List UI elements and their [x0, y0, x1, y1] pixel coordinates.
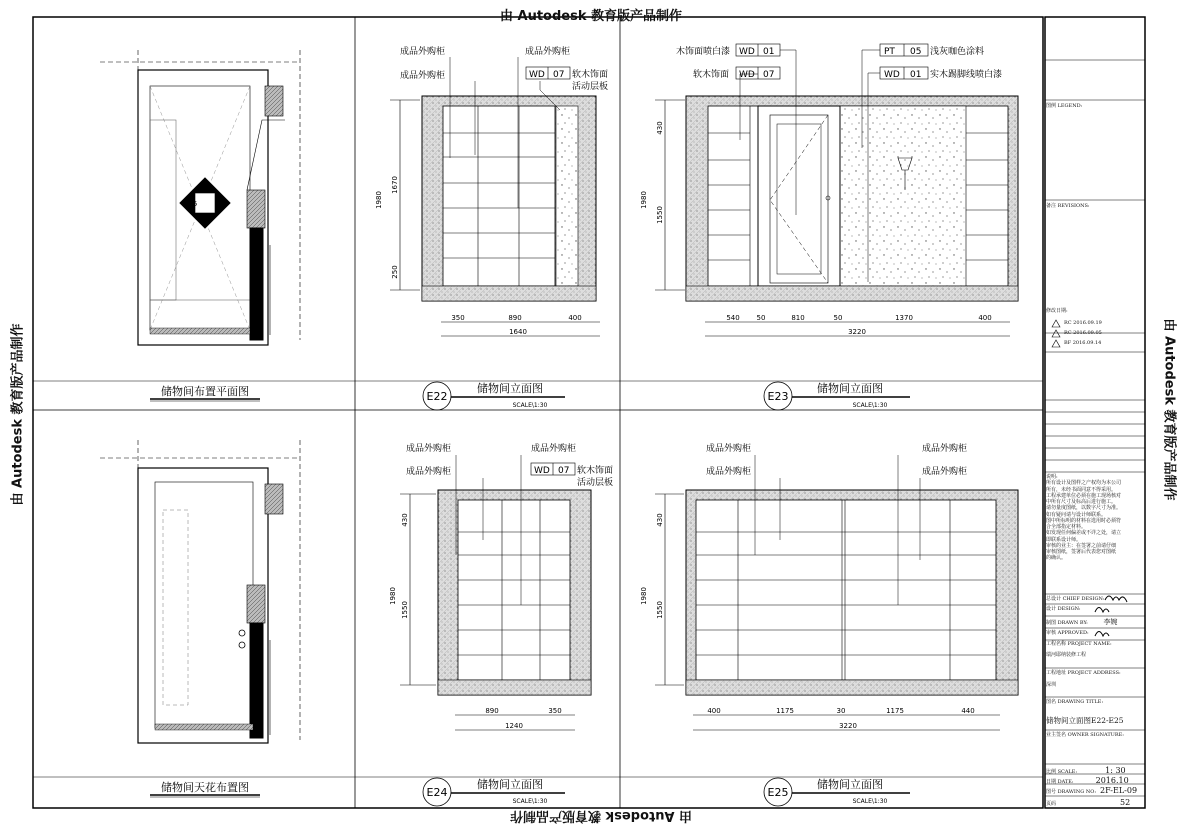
e22-note-softwood: 软木饰面: [572, 70, 609, 80]
tb-note-line-8: 合全部指定材料。: [1046, 524, 1087, 530]
e22-h-total: 1980: [375, 191, 383, 209]
e22-notes: [400, 45, 608, 92]
e22-w-total: 1640: [509, 328, 527, 336]
e22-elevation: [390, 96, 600, 336]
tb-scale-label: 比例 SCALE:: [1046, 769, 1078, 775]
e23-w6: 400: [978, 314, 992, 322]
tb-approved-label: 审核 APPROVED:: [1046, 630, 1089, 636]
e22-note-cabinet-3: 成品外购柜: [400, 71, 446, 81]
e23-wd01-code: WD: [739, 47, 755, 57]
e23-h-total: 1980: [640, 191, 648, 209]
e23-wd01b-num: 01: [910, 70, 922, 80]
e24-note-cabinet-2: 成品外购柜: [531, 444, 577, 454]
e25-note-cabinet-2: 成品外购柜: [922, 444, 968, 454]
tb-note-line-4: 中所有尺寸及标高后进行施工。: [1046, 499, 1117, 505]
e22-note-cabinet-2: 成品外购柜: [525, 47, 571, 57]
e22-h2: 250: [391, 265, 399, 279]
tb-design: [1046, 606, 1144, 612]
e25-note-cabinet-1: 成品外购柜: [706, 444, 752, 454]
tb-page-value: 52: [1120, 798, 1131, 807]
tb-drawing-no-label: 图号 DRAWING NO:: [1046, 789, 1097, 795]
tag-e25: E25: [184, 200, 198, 208]
e24-wd-code: WD: [534, 466, 550, 476]
e23-wd01b-code: WD: [884, 70, 900, 80]
e23-note-graycoffee: 浅灰咖色涂料: [930, 47, 985, 57]
tag-e22: E22: [199, 184, 213, 192]
tb-note-line-11: 审核的业主：在签署之前请仔细: [1046, 542, 1117, 549]
panel6-code: E25: [767, 786, 789, 799]
tb-rev-1: [1064, 320, 1162, 326]
tb-note-line-9: 如发现任何偏差或不详之处，请立: [1046, 530, 1122, 537]
tb-note-line-12: 审核图纸，签署后代表您对图纸: [1046, 549, 1117, 555]
panel1-title: 储物间布置平面图: [161, 385, 249, 398]
watermark-right: 由 Autodesk 教育版产品制作: [1161, 318, 1177, 501]
e25-w1: 400: [707, 707, 721, 715]
e25-note-cabinet-3: 成品外购柜: [706, 467, 752, 477]
tb-scale: [1046, 766, 1144, 776]
tb-owner-sig-label: 业主签名 OWNER SIGNATURE:: [1046, 732, 1124, 738]
panel6-scale: SCALE\1:30: [852, 798, 888, 805]
tb-rev-2: [1064, 330, 1162, 336]
e25-w4: 1175: [886, 707, 904, 715]
panel2-title: 储物间立面图: [477, 382, 543, 395]
e23-w4: 50: [833, 314, 843, 322]
e24-h1: 430: [401, 513, 409, 527]
e25-h-total: 1980: [640, 587, 648, 605]
e24-note-softwood: 软木饰面: [577, 466, 614, 476]
tb-drawn: [1046, 618, 1144, 627]
tb-chief-design: [1046, 596, 1144, 602]
e23-wd07-num: 07: [763, 70, 775, 80]
tb-remarks-label: 备注 REVISIONS:: [1046, 203, 1090, 209]
title-block-frame: [1045, 17, 1145, 808]
e24-note-shelf: 活动层板: [577, 478, 614, 488]
tb-notes: [1046, 474, 1144, 562]
tb-rev-3-text: BF 2016.09.14: [1064, 340, 1102, 346]
tb-project-addr: 深圳: [1046, 682, 1057, 688]
e22-note-shelf: 活动层板: [572, 82, 609, 92]
tb-drawing-no: [1046, 786, 1144, 796]
tb-date-value: 2016.10: [1095, 776, 1129, 785]
e25-w5: 440: [961, 707, 975, 715]
watermark-bottom: 由 Autodesk 教育版产品制作: [510, 808, 693, 823]
tb-revision-date: [1046, 308, 1144, 314]
tb-legend-label: 图例 LEGEND:: [1046, 103, 1083, 109]
panel5-scale: SCALE\1:30: [512, 798, 548, 805]
tb-project-name: 瑞河耶纳装修工程: [1046, 652, 1087, 658]
panel5-code: E24: [426, 786, 448, 799]
e25-h1: 430: [656, 513, 664, 527]
tb-drawing-no-value: 2F-EL-09: [1100, 786, 1138, 795]
e23-h2: 1550: [656, 206, 664, 224]
ceiling-plan-drawing: [100, 440, 300, 743]
tb-project-addr-lbl: [1046, 670, 1144, 676]
tb-date: [1046, 776, 1144, 786]
e24-notes: [406, 442, 613, 488]
e24-note-cabinet-1: 成品外购柜: [406, 444, 452, 454]
e24-w-total: 1240: [505, 722, 523, 730]
e24-h2: 1550: [401, 601, 409, 619]
panel5-title: 储物间立面图: [477, 778, 543, 791]
e24-elevation: [400, 490, 591, 730]
e25-w3: 30: [836, 707, 846, 715]
tb-drawing-title: 储物间立面图E22-E25: [1046, 716, 1124, 725]
e23-w3: 810: [791, 314, 805, 322]
tb-note-line-13: 的确认。: [1046, 555, 1067, 562]
e22-h1: 1670: [391, 176, 399, 194]
e23-h1: 430: [656, 121, 664, 135]
e22-wd-num: 07: [553, 70, 565, 80]
e24-wd-num: 07: [558, 466, 570, 476]
e23-note-woodwhite: 木饰面喷白漆: [676, 47, 731, 57]
tb-drawing-title-lbl: [1046, 699, 1144, 705]
e25-note-cabinet-4: 成品外购柜: [922, 467, 968, 477]
e22-wd-code: WD: [529, 70, 545, 80]
tag-e24: E24: [199, 214, 213, 222]
tb-rev-2-text: RC 2016.09.05: [1064, 330, 1102, 336]
tb-drawn-name: 李婉: [1103, 618, 1118, 626]
e25-h2: 1550: [656, 601, 664, 619]
panel3-code: E23: [767, 390, 789, 403]
e24-h-total: 1980: [389, 587, 397, 605]
e22-w3: 400: [568, 314, 582, 322]
e22-note-cabinet-1: 成品外购柜: [400, 47, 446, 57]
e22-w2: 890: [508, 314, 522, 322]
e25-notes: [706, 442, 967, 477]
tb-note-line-6: 如有疑问请与设计师联系。: [1046, 511, 1107, 518]
e23-wd01-num: 01: [763, 47, 775, 57]
e22-w1: 350: [451, 314, 465, 322]
tb-note-line-1: 所有设计及图样之产权均为本公司: [1046, 480, 1122, 487]
tb-chief-design-label: 总设计 CHIEF DESIGN:: [1046, 596, 1105, 602]
tb-remarks: [1046, 203, 1144, 209]
tb-drawing-title-label: 图名 DRAWING TITLE:: [1046, 699, 1104, 705]
e23-notes: [676, 44, 1002, 80]
e25-w-total: 3220: [839, 722, 857, 730]
panel2-scale: SCALE\1:30: [512, 402, 548, 409]
tb-note-line-2: 所有，未经书面同意不得采用。: [1046, 486, 1117, 493]
e23-elevation: [655, 96, 1018, 336]
tb-owner-sig: [1046, 732, 1144, 738]
tb-revision-date-label: 修改日期:: [1046, 308, 1068, 314]
tb-rev-3: [1064, 340, 1162, 346]
panel2-code: E22: [426, 390, 448, 403]
tb-project-name-label: 工程名称 PROJECT NAME:: [1046, 641, 1112, 647]
tb-note-line-3: 工程承建单位必须在施工现场核对: [1046, 492, 1122, 499]
tb-design-label: 设计 DESIGN:: [1046, 606, 1081, 612]
e23-pt-num: 05: [910, 47, 922, 57]
tag-e23: E23: [215, 200, 229, 208]
watermark-left: 由 Autodesk 教育版产品制作: [10, 323, 26, 506]
tb-legend: [1046, 103, 1144, 109]
e24-w2: 350: [548, 707, 562, 715]
tb-notes-title: 说明:: [1046, 474, 1058, 480]
e23-pt-code: PT: [884, 47, 895, 57]
panel4-title: 储物间天花布置图: [161, 781, 249, 794]
panel3-title: 储物间立面图: [817, 382, 883, 395]
e23-note-softwood: 软木饰面: [693, 70, 730, 80]
tb-note-line-7: 图中所标明的材料在选用时必须符: [1046, 517, 1122, 524]
e23-w-total: 3220: [848, 328, 866, 336]
tb-date-label: 日期 DATE:: [1046, 779, 1074, 785]
watermark-top: 由 Autodesk 教育版产品制作: [500, 9, 683, 24]
tb-project-name-lbl: [1046, 641, 1144, 647]
e23-w5: 1370: [895, 314, 913, 322]
e23-wd07-code: WD: [739, 70, 755, 80]
e24-note-cabinet-3: 成品外购柜: [406, 467, 452, 477]
e23-w2: 50: [756, 314, 766, 322]
tb-page: [1046, 798, 1144, 808]
e25-w2: 1175: [776, 707, 794, 715]
tb-scale-value: 1: 30: [1105, 766, 1126, 775]
e23-w1: 540: [726, 314, 740, 322]
tb-project-addr-label: 工程地址 PROJECT ADDRESS:: [1046, 670, 1121, 676]
tb-approved: [1046, 630, 1144, 636]
tb-page-label: 页码: [1046, 801, 1057, 807]
floor-plan-drawing: [100, 50, 300, 345]
tb-drawn-label: 制图 DRAWN BY:: [1046, 620, 1088, 626]
e25-elevation: [655, 490, 1018, 730]
tb-note-line-10: 即联系设计师。: [1046, 536, 1082, 543]
revision-triangles: [1052, 320, 1060, 347]
tb-note-line-5: 请勿量度图纸，以数字尺寸为准。: [1046, 505, 1122, 512]
tb-rev-1-text: RC 2016.09.19: [1064, 320, 1102, 326]
panel3-scale: SCALE\1:30: [852, 402, 888, 409]
panel6-title: 储物间立面图: [817, 778, 883, 791]
e23-note-skirting: 实木踢脚线喷白漆: [930, 70, 1003, 80]
e24-w1: 890: [485, 707, 499, 715]
